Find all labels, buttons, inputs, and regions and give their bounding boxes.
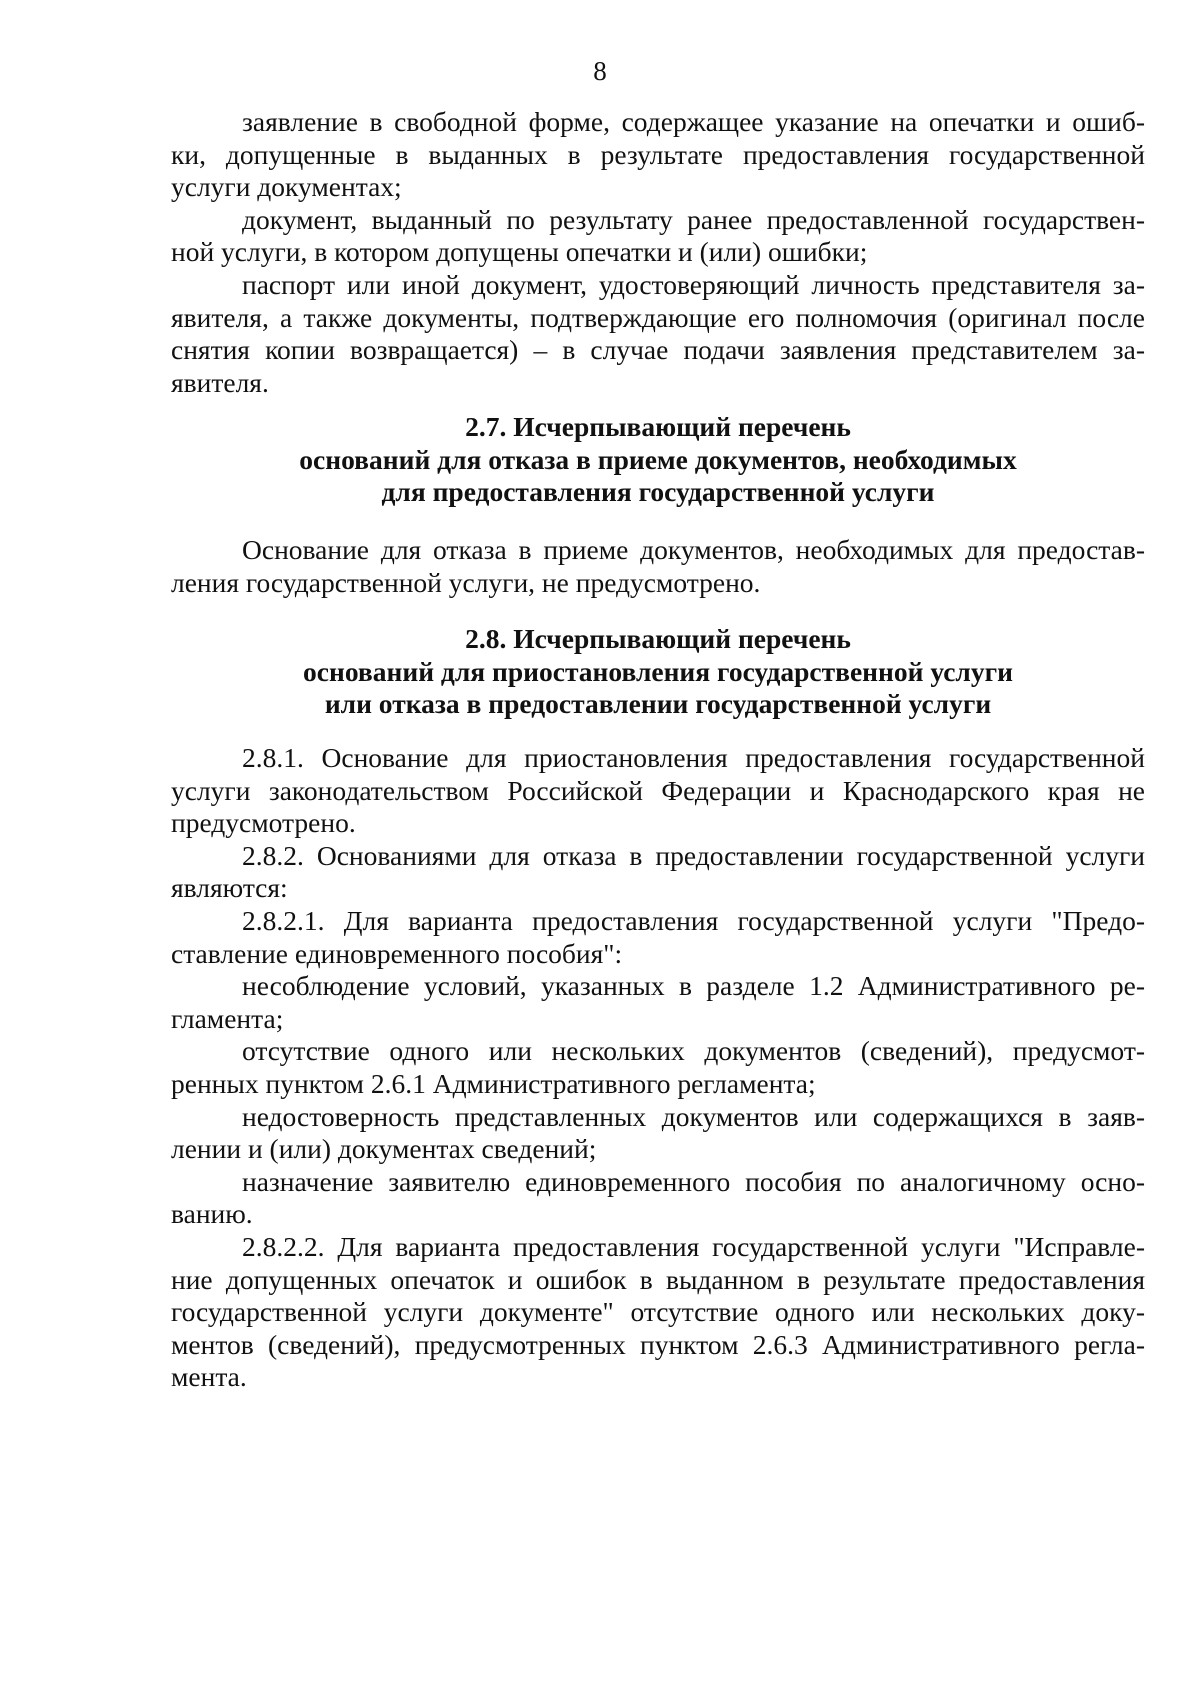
documents-list-block (171, 106, 1145, 399)
text-line: мента. (171, 1361, 247, 1393)
page-number: 8 (593, 56, 607, 86)
heading-line: или отказа в предоставлении государственной услуги (324, 688, 992, 720)
text-line: снятия копии возвращается) – в случае подачи заявления представителем за- (171, 334, 1145, 366)
text-line: явителя, а также документы, подтверждающие его полномочия (оригинал после (171, 301, 1145, 333)
heading-line: 2.8. Исчерпывающий перечень (465, 623, 851, 654)
text-line: 2.8.2.2. Для варианта предоставления государственной услуги "Исправле- (242, 1230, 1145, 1262)
section-2-8-body (171, 742, 1145, 1394)
text-line: услуги документах; (171, 171, 402, 203)
text-line: ставление единовременного пособия": (171, 937, 623, 969)
text-line: ления государственной услуги, не предусмотрено. (171, 566, 761, 598)
heading-line: 2.7. Исчерпывающий перечень (465, 411, 851, 442)
text-line: 2.8.2. Основаниями для отказа в предоставлении государственной услуги (242, 839, 1145, 871)
text-line: государственной услуги документе" отсутствие одного или нескольких доку- (171, 1296, 1145, 1328)
section-heading-2-8 (171, 623, 1145, 721)
text-line: ние допущенных опечаток и ошибок в выданном в результате предоставления (171, 1263, 1145, 1295)
section-2-7-paragraph (171, 534, 1145, 599)
text-line: паспорт или иной документ, удостоверяющий личность представителя за- (242, 268, 1145, 300)
text-line: несоблюдение условий, указанных в разделе 1.2 Административного ре- (242, 970, 1145, 1002)
text-line: ментов (сведений), предусмотренных пунктом 2.6.3 Административного регла- (171, 1328, 1145, 1360)
text-line: ки, допущенные в выданных в результате предоставления государственной (171, 138, 1145, 170)
text-line: явителя. (171, 366, 269, 398)
text-line: недостоверность представленных документов или содержащихся в заяв- (242, 1100, 1145, 1132)
text-line: услуги законодательством Российской Федерации и Краснодарского края не (171, 774, 1145, 806)
text-line: ренных пунктом 2.6.1 Административного регламента; (171, 1067, 816, 1099)
text-line: отсутствие одного или нескольких документов (сведений), предусмот- (242, 1035, 1145, 1067)
heading-line: оснований для приостановления государственной услуги (303, 655, 1013, 687)
heading-line: для предоставления государственной услуги (381, 476, 935, 508)
text-line: заявление в свободной форме, содержащее указание на опечатки и ошиб- (242, 106, 1145, 137)
text-line: документ, выданный по результату ранее предоставленной государствен- (242, 203, 1145, 235)
heading-line: оснований для отказа в приеме документов, необходимых (299, 443, 1017, 475)
text-line: лении и (или) документах сведений; (171, 1133, 597, 1165)
text-line: ванию. (171, 1198, 253, 1230)
text-line: назначение заявителю единовременного пособия по аналогичному осно- (242, 1165, 1145, 1197)
section-heading-2-7 (171, 411, 1145, 509)
text-line: предусмотрено. (171, 807, 356, 839)
text-line: 2.8.2.1. Для варианта предоставления государственной услуги "Предо- (242, 904, 1145, 936)
text-line: гламента; (171, 1002, 284, 1034)
text-line: Основание для отказа в приеме документов, необходимых для предостав- (242, 534, 1145, 565)
text-line: 2.8.1. Основание для приостановления предоставления государственной (242, 742, 1145, 773)
text-line: ной услуги, в котором допущены опечатки и (или) ошибки; (171, 236, 868, 268)
text-line: являются: (171, 872, 288, 904)
